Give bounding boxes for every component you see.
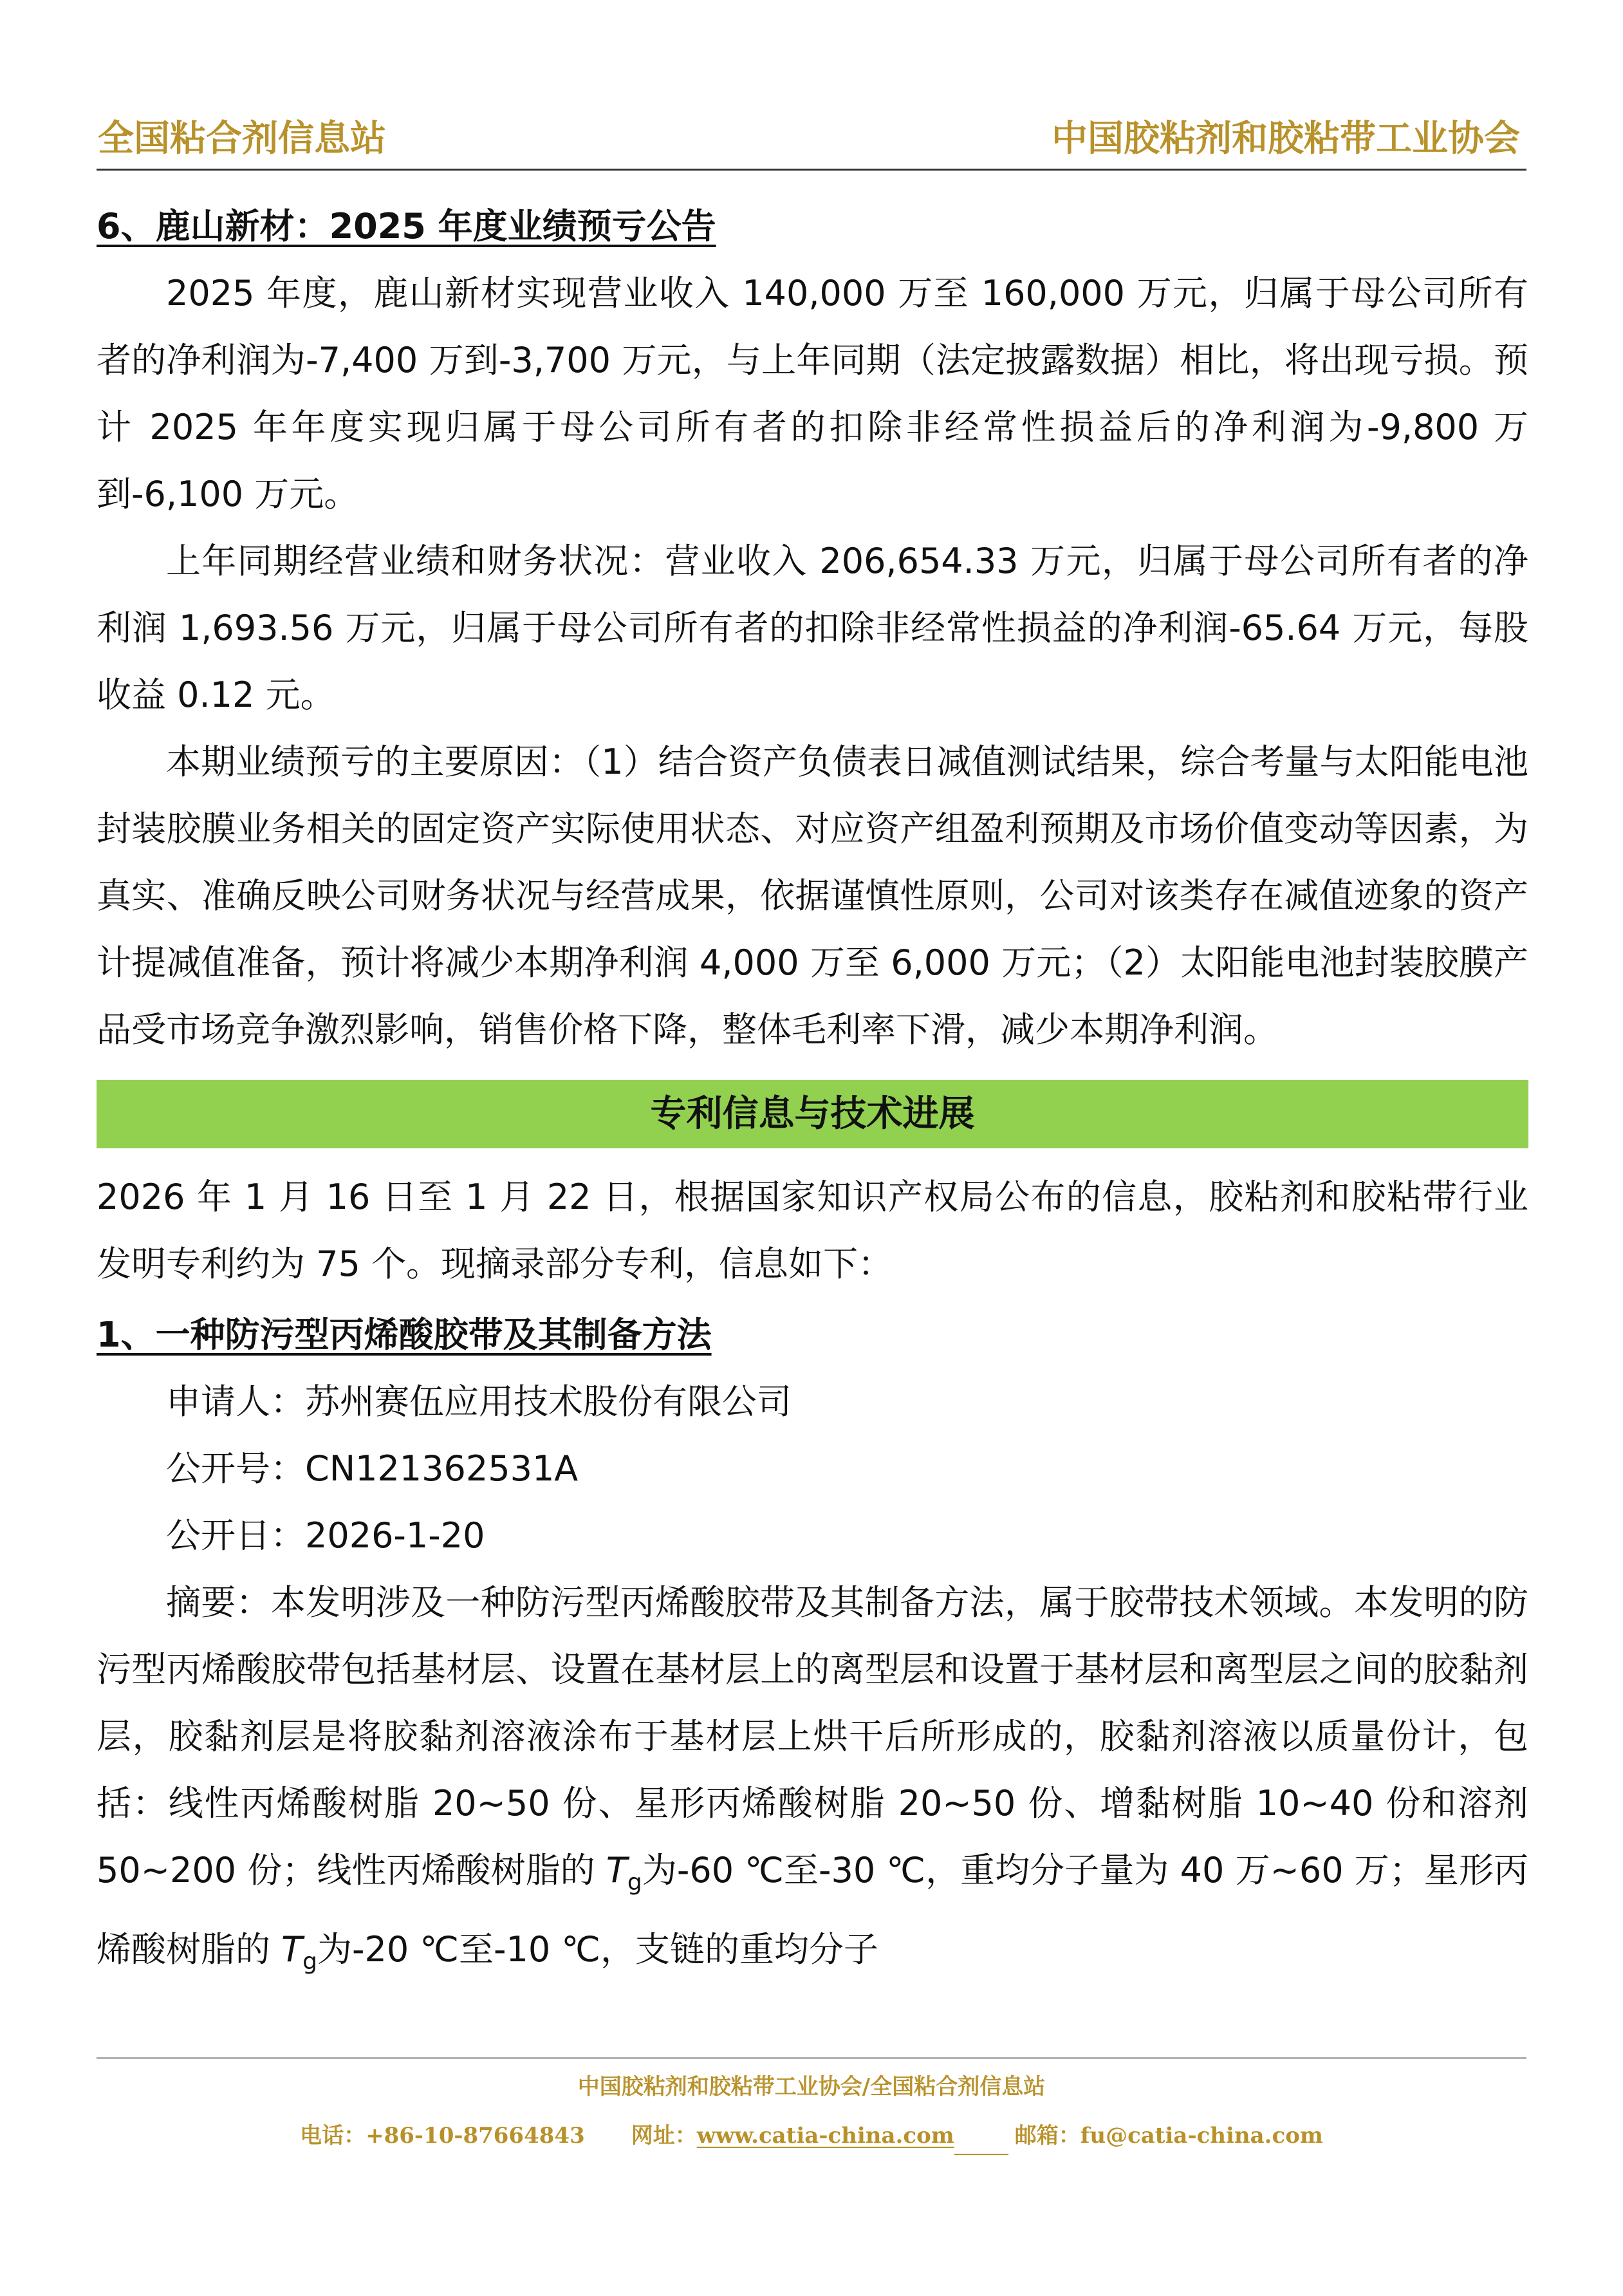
footer-link-underline — [954, 2125, 1008, 2155]
patent-1-publication-number: 公开号：CN121362531A — [166, 1448, 579, 1489]
footer-divider — [97, 2057, 1526, 2059]
tg-subscript-2: g — [302, 1948, 318, 1975]
footer-organization: 中国胶粘剂和胶粘带工业协会/全国粘合剂信息站 — [577, 2074, 1046, 2100]
tg-symbol-2: T — [281, 1928, 303, 1970]
patent-1-applicant: 申请人：苏州赛伍应用技术股份有限公司 — [166, 1381, 792, 1422]
section-6-paragraph-1: 2025 年度，鹿山新材实现营业收入 140,000 万至 160,000 万元，归属于母公司所有者的净利润为-7,400 万到-3,700 万元，与上年同期（法定披露数据）相比，将出现亏损。预计 2025 年年度实现归属于母公司所有者的扣除非经常性损益后的净利润为-9,800 万到-6,100 万元。 — [97, 273, 1528, 514]
patent-1-abstract — [97, 1569, 1528, 1995]
section-6-heading: 6、鹿山新材：2025 年度业绩预亏公告 — [97, 206, 716, 247]
page-header — [97, 116, 1526, 171]
abstract-part-b: 为-60 ℃至-30 ℃，重均分子量为 40 万~60 万；星形丙烯酸树脂的 — [97, 1850, 1528, 1970]
tg-symbol: T — [606, 1850, 627, 1890]
abstract-part-a: 摘要：本发明涉及一种防污型丙烯酸胶带及其制备方法，属于胶带技术领域。本发明的防污型丙烯酸胶带包括基材层、设置在基材层上的离型层和设置于基材层和离型层之间的胶黏剂层，胶黏剂层是将胶黏剂溶液涂布于基材层上烘干后所形成的，胶黏剂溶液以质量份计，包括：线性丙烯酸树脂 20~50 份、星形丙烯酸树脂 20~50 份、增黏树脂 10~40 份和溶剂 50~200 份；线性丙烯酸树脂的 — [97, 1582, 1528, 1890]
abstract-part-c: 为-20 ℃至-10 ℃，支链的重均分子 — [317, 1928, 879, 1970]
footer-phone: 电话：+86-10-87664843 — [300, 2123, 585, 2149]
header-left-title: 全国粘合剂信息站 — [98, 117, 386, 160]
tg-subscript: g — [627, 1869, 642, 1896]
header-right-title: 中国胶粘剂和胶粘带工业协会 — [1052, 117, 1520, 160]
section-6-paragraph-2: 上年同期经营业绩和财务状况：营业收入 206,654.33 万元，归属于母公司所有者的净利润 1,693.56 万元，归属于母公司所有者的扣除非经常性损益的净利润-65.64 万元，每股收益 0.12 元。 — [97, 541, 1528, 715]
footer-website-link[interactable]: www.catia-china.com — [696, 2123, 954, 2149]
patents-intro: 2026 年 1 月 16 日至 1 月 22 日，根据国家知识产权局公布的信息，胶粘剂和胶粘带行业发明专利约为 75 个。现摘录部分专利，信息如下： — [97, 1177, 1528, 1284]
footer-web-label: 网址： — [631, 2123, 697, 2149]
footer-email: 邮箱：fu@catia-china.com — [1014, 2123, 1323, 2149]
patent-1-publication-date: 公开日：2026-1-20 — [166, 1515, 485, 1556]
page-content — [97, 193, 1528, 1995]
section-band-patents: 专利信息与技术进展 — [97, 1080, 1528, 1148]
footer-contact — [97, 2116, 1526, 2155]
patent-1-heading: 1、一种防污型丙烯酸胶带及其制备方法 — [97, 1314, 712, 1355]
section-6-paragraph-3: 本期业绩预亏的主要原因：（1）结合资产负债表日减值测试结果，综合考量与太阳能电池封装胶膜业务相关的固定资产实际使用状态、对应资产组盈利预期及市场价值变动等因素，为真实、准确反映公司财务状况与经营成果，依据谨慎性原则，公司对该类存在减值迹象的资产计提减值准备，预计将减少本期净利润 4,000 万至 6,000 万元；（2）太阳能电池封装胶膜产品受市场竞争激烈影响，销售价格下降，整体毛利率下滑，减少本期净利润。 — [97, 742, 1528, 1050]
